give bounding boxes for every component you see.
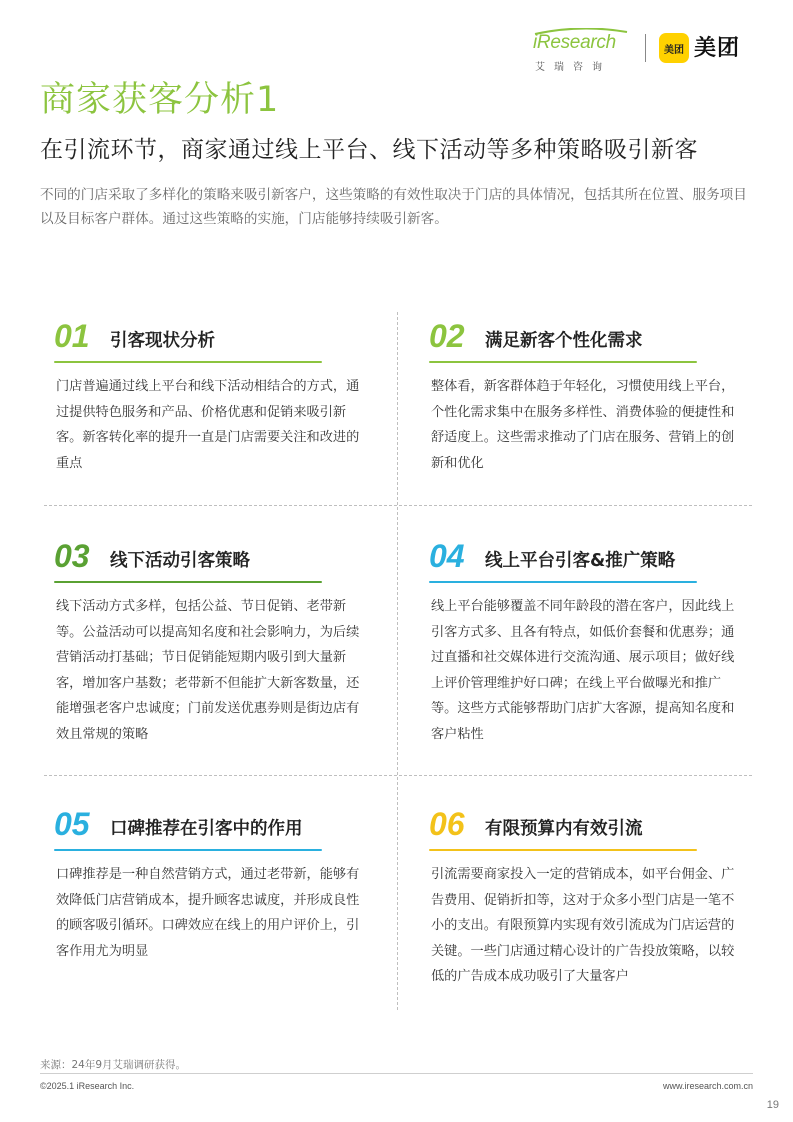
header-logos xyxy=(531,22,761,74)
section-02 xyxy=(429,318,769,471)
intro-paragraph: 不同的门店采取了多样化的策略来吸引新客户，这些策略的有效性取决于门店的具体情况，包括其所在位置、服务项目以及目标客户群体。通过这些策略的实施，门店能够持续吸引新客。 xyxy=(40,187,747,227)
section-underline xyxy=(429,849,697,851)
section-title: 线下活动引客策略 xyxy=(110,551,250,571)
page-number: 19 xyxy=(766,1099,779,1111)
section-title: 满足新客个性化需求 xyxy=(485,331,643,351)
section-body: 门店普遍通过线上平台和线下活动相结合的方式，通过提供特色服务和产品、价格优惠和促销来吸引新客。新客转化率的提升一直是门店需要关注和改进的重点 xyxy=(56,379,360,471)
section-number: 06 xyxy=(429,806,465,842)
section-body: 口碑推荐是一种自然营销方式，通过老带新，能够有效降低门店营销成本，提升顾客忠诚度，并形成良性的顾客吸引循环。口碑效应在线上的用户评价上，引客作用尤为明显 xyxy=(56,867,360,959)
section-underline xyxy=(54,581,322,583)
iresearch-wordmark: iResearch xyxy=(533,32,616,53)
website-link[interactable]: www.iresearch.com.cn xyxy=(662,1081,753,1091)
section-number: 01 xyxy=(54,318,90,354)
footer-divider xyxy=(40,1073,753,1074)
meituan-wordmark: 美团 xyxy=(694,36,741,61)
section-number: 04 xyxy=(429,538,465,574)
meituan-badge: 美团 xyxy=(659,33,689,63)
page-subtitle: 在引流环节，商家通过线上平台、线下活动等多种策略吸引新客 xyxy=(40,137,698,163)
grid-divider-vertical xyxy=(397,312,398,1010)
source-note: 来源：24年9月艾瑞调研获得。 xyxy=(40,1059,187,1071)
iresearch-subtitle: 艾瑞咨询 xyxy=(535,62,611,73)
iresearch-logo xyxy=(531,28,631,72)
section-04 xyxy=(429,538,769,742)
section-01 xyxy=(54,318,394,471)
section-underline xyxy=(54,361,322,363)
section-number: 03 xyxy=(54,538,90,574)
section-underline xyxy=(429,361,697,363)
section-body: 引流需要商家投入一定的营销成本，如平台佣金、广告费用、促销折扣等，这对于众多小型门店是一笔不小的支出。有限预算内实现有效引流成为门店运营的关键。一些门店通过精心设计的广告投放策略，以较低的广告成本成功吸引了大量客户 xyxy=(431,867,735,984)
section-06 xyxy=(429,806,769,984)
section-body: 线下活动方式多样，包括公益、节日促销、老带新等。公益活动可以提高知名度和社会影响力，为后续营销活动打基础；节日促销能短期内吸引到大量新客，增加客户基数；老带新不但能扩大新客数量，还能增强老客户忠诚度；门前发送优惠券则是街边店有效且常规的策略 xyxy=(56,599,360,742)
section-body: 整体看，新客群体趋于年轻化，习惯使用线上平台，个性化需求集中在服务多样性、消费体验的便捷性和舒适度上。这些需求推动了门店在服务、营销上的创新和优化 xyxy=(431,379,735,471)
section-title: 有限预算内有效引流 xyxy=(485,819,643,839)
section-03 xyxy=(54,538,394,742)
logo-divider xyxy=(645,34,646,62)
grid-divider-horizontal-1 xyxy=(44,505,752,506)
section-underline xyxy=(429,581,697,583)
page-title: 商家获客分析1 xyxy=(40,80,280,120)
section-title: 口碑推荐在引客中的作用 xyxy=(110,819,303,839)
section-number: 02 xyxy=(429,318,465,354)
section-title: 线上平台引客&推广策略 xyxy=(485,551,676,571)
section-number: 05 xyxy=(54,806,90,842)
copyright-text: ©2025.1 iResearch Inc. xyxy=(40,1081,135,1091)
section-title: 引客现状分析 xyxy=(110,331,215,351)
section-05 xyxy=(54,806,394,959)
section-underline xyxy=(54,849,322,851)
section-body: 线上平台能够覆盖不同年龄段的潜在客户，因此线上引客方式多、且各有特点，如低价套餐和优惠券；通过直播和社交媒体进行交流沟通、展示项目；做好线上评价管理维护好口碑；在线上平台做曝光和推广等。这些方式能够帮助门店扩大客源，提高知名度和客户粘性 xyxy=(431,599,735,742)
grid-divider-horizontal-2 xyxy=(44,775,752,776)
